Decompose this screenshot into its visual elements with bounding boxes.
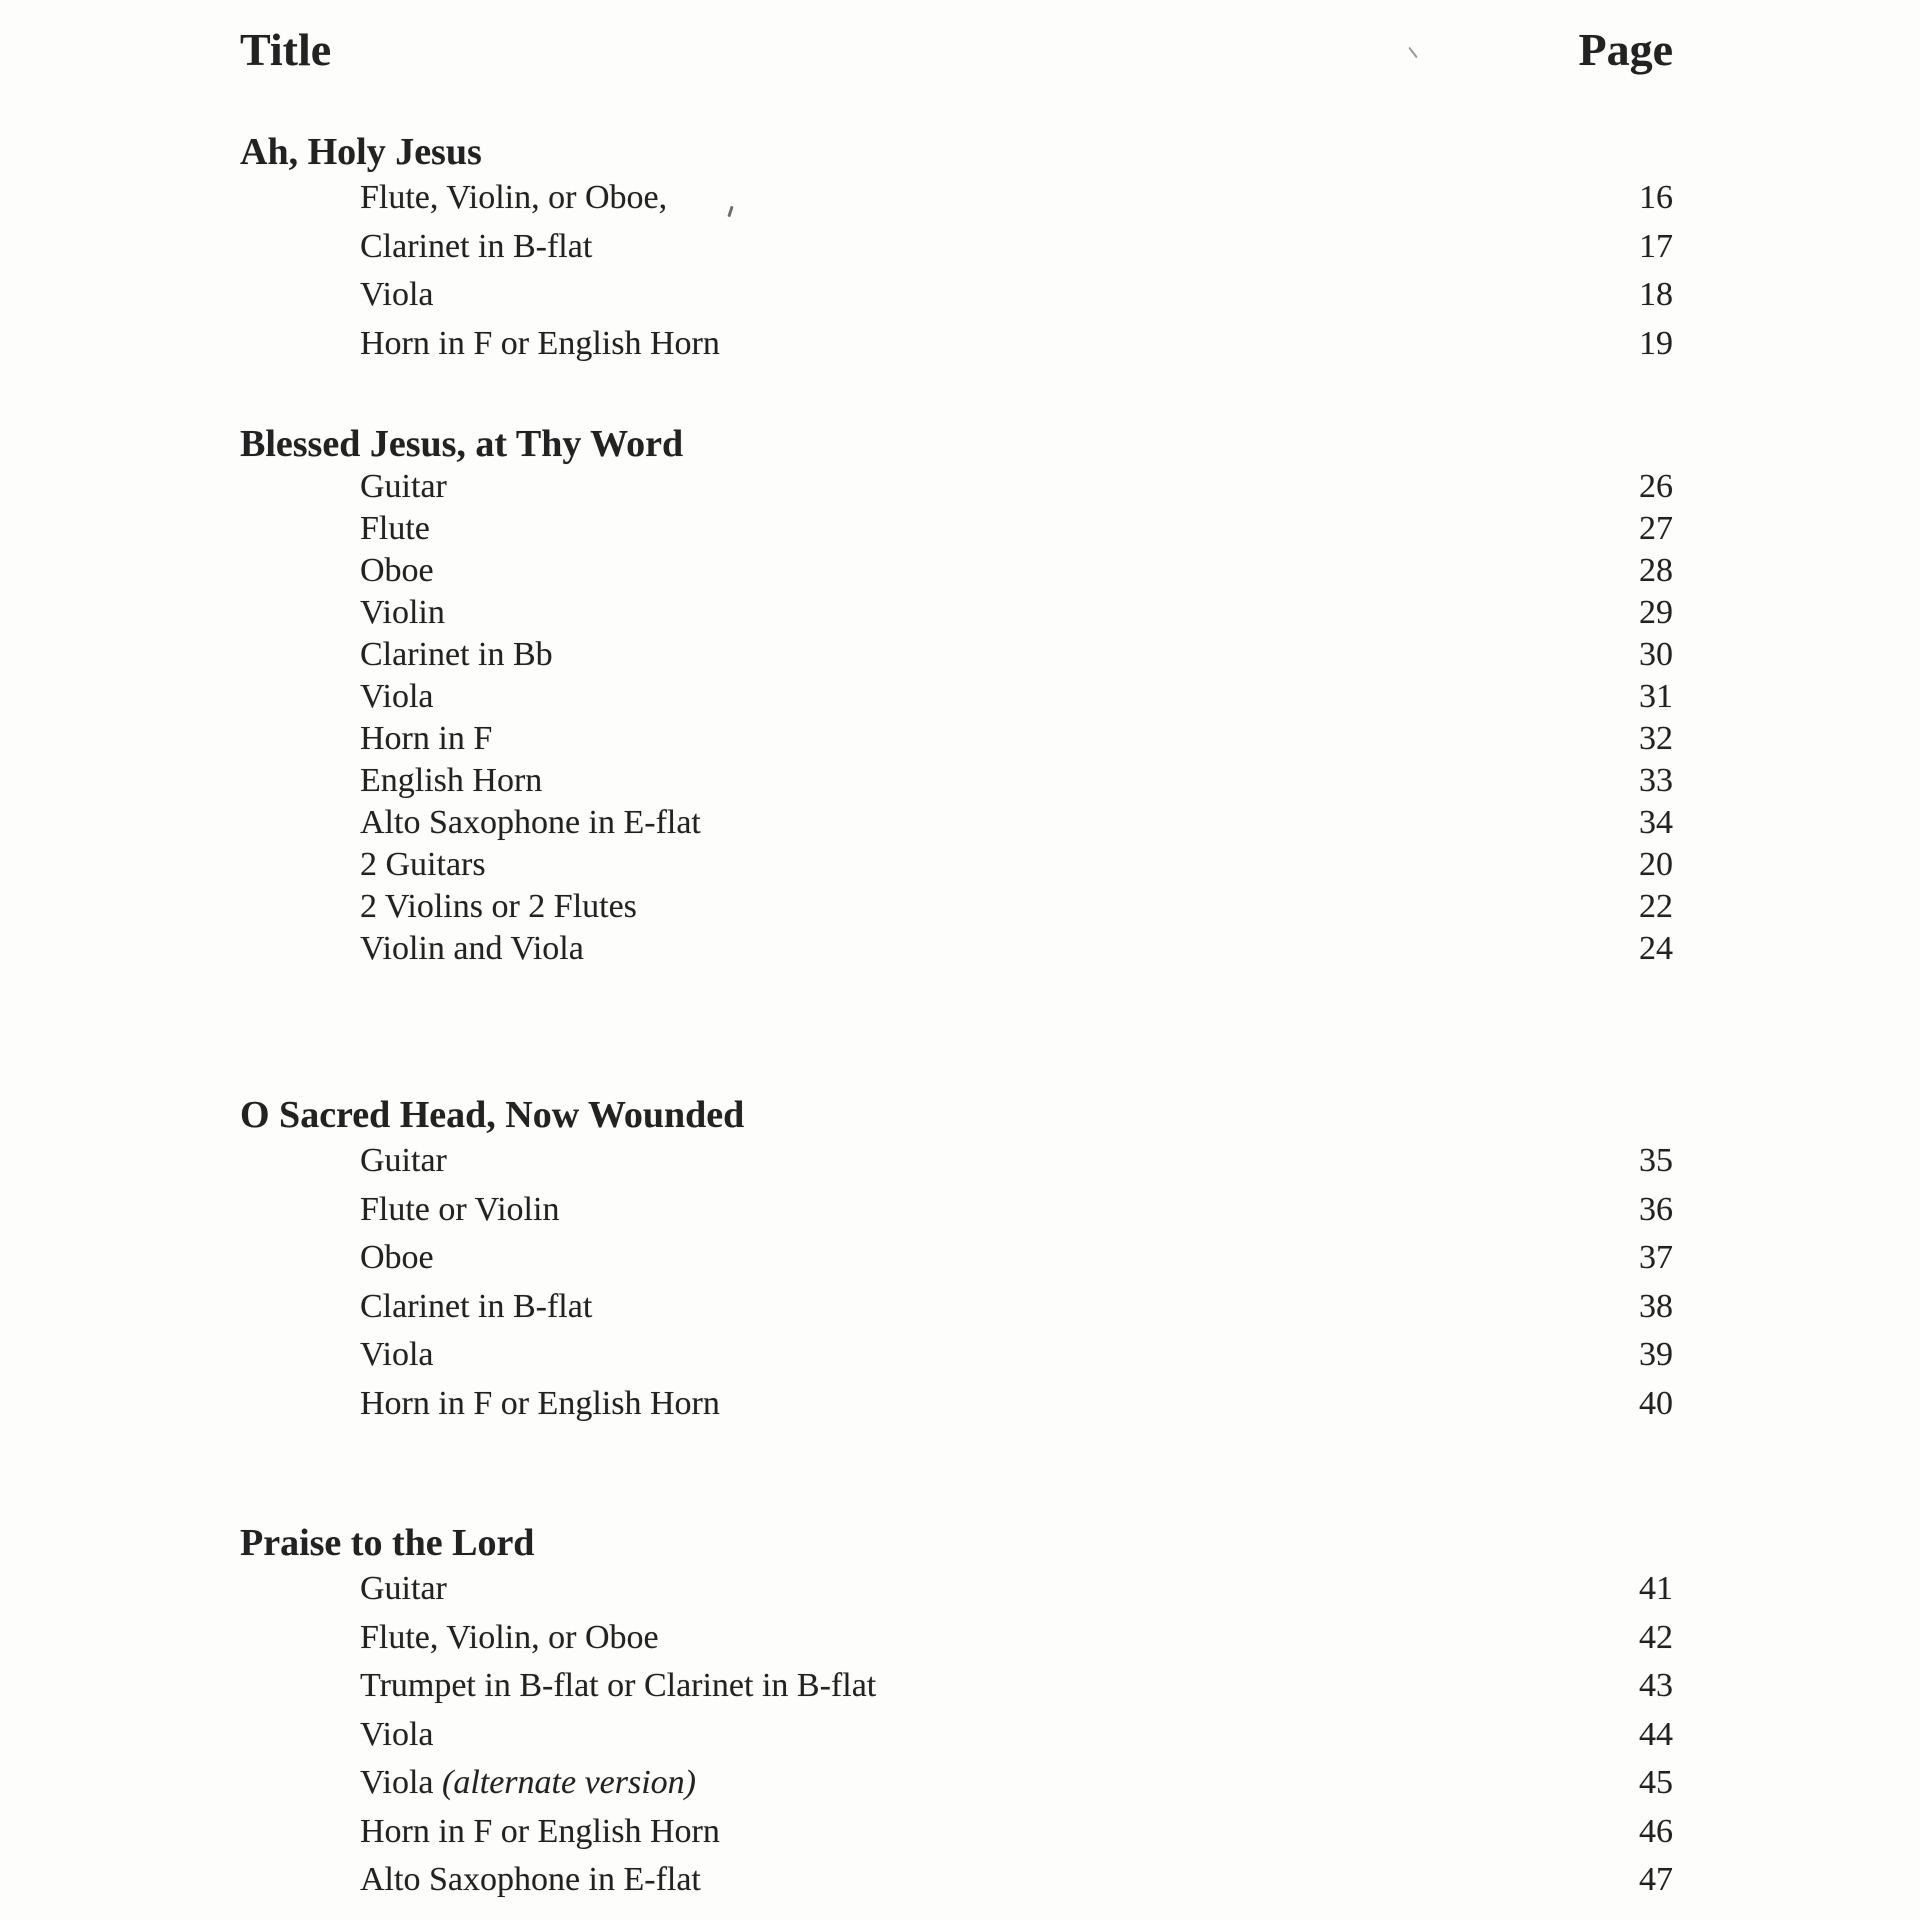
toc-entry <box>240 1331 1673 1380</box>
toc-entry-page: 29 <box>1639 594 1673 631</box>
toc-entry-page: 40 <box>1639 1384 1673 1422</box>
toc-section <box>240 422 1673 970</box>
toc-entry <box>240 1234 1673 1283</box>
toc-entry-page: 33 <box>1639 762 1673 799</box>
toc-entry <box>240 928 1673 970</box>
toc-entry <box>240 1711 1673 1760</box>
toc-entry-instrument: Guitar <box>360 1142 447 1179</box>
toc-entry-page: 46 <box>1639 1812 1673 1850</box>
toc-entry <box>240 1808 1673 1857</box>
toc-entry <box>240 886 1673 928</box>
toc-entry-page: 31 <box>1639 678 1673 715</box>
toc-entry-page: 39 <box>1639 1336 1673 1373</box>
toc-entry <box>240 1137 1673 1186</box>
toc-entry-page: 27 <box>1639 510 1673 547</box>
toc-section <box>240 130 1673 368</box>
toc-entry-instrument: Trumpet in B-flat or Clarinet in B-flat <box>360 1667 877 1704</box>
toc-entry-instrument: Viola <box>360 1715 434 1753</box>
toc-entry <box>240 1186 1673 1235</box>
toc-entry-page: 36 <box>1639 1190 1673 1228</box>
toc-entry <box>240 802 1673 844</box>
toc-entry-instrument-italic-note: (alternate version) <box>442 1764 696 1801</box>
toc-entry-page: 35 <box>1639 1142 1673 1179</box>
toc-entry-instrument: Viola <box>360 276 434 313</box>
toc-entry <box>240 223 1673 272</box>
toc-entry <box>240 760 1673 802</box>
section-title: O Sacred Head, Now Wounded <box>240 1094 745 1136</box>
toc-entry-page: 45 <box>1639 1764 1673 1801</box>
toc-entry-page: 34 <box>1639 804 1673 841</box>
toc-entry-instrument: Viola <box>360 1336 434 1373</box>
toc-entry-page: 47 <box>1639 1861 1673 1898</box>
toc-entry-instrument: Flute, Violin, or Oboe <box>360 1618 659 1656</box>
toc-entry-instrument: Horn in F or English Horn <box>360 324 720 362</box>
toc-entry-instrument: Oboe <box>360 1239 434 1276</box>
toc-entry-instrument: Oboe <box>360 552 434 589</box>
title-column-heading: Title <box>240 24 332 75</box>
toc-entry-instrument: English Horn <box>360 762 543 799</box>
toc-entry-instrument: Violin and Viola <box>360 930 584 967</box>
toc-entry-instrument: Guitar <box>360 1570 447 1607</box>
section-title: Praise to the Lord <box>240 1522 535 1564</box>
toc-section <box>240 1521 1673 1905</box>
toc-entry-page: 19 <box>1639 324 1673 362</box>
toc-entry-instrument: Flute or Violin <box>360 1190 560 1228</box>
toc-entry <box>240 1283 1673 1332</box>
toc-entry <box>240 634 1673 676</box>
toc-entry-page: 44 <box>1639 1715 1673 1753</box>
toc-entry <box>240 844 1673 886</box>
toc-entry-page: 20 <box>1639 846 1673 883</box>
toc-entry-instrument: Horn in F or English Horn <box>360 1812 720 1850</box>
toc-entry-instrument-text: Viola <box>360 1764 442 1801</box>
toc-entry-instrument: Violin <box>360 594 445 631</box>
toc-entry <box>240 1565 1673 1614</box>
toc-entry <box>240 1759 1673 1808</box>
toc-entry-instrument: Clarinet in Bb <box>360 636 553 673</box>
toc-entry-page: 42 <box>1639 1618 1673 1656</box>
toc-entry <box>240 1662 1673 1711</box>
toc-entry <box>240 508 1673 550</box>
toc-entry-instrument: Clarinet in B-flat <box>360 227 593 265</box>
section-title: Blessed Jesus, at Thy Word <box>240 423 684 465</box>
toc-entry <box>240 1856 1673 1905</box>
toc-entry-instrument <box>240 1759 1639 1808</box>
scanned-toc-page <box>0 22 1920 1920</box>
page-column-heading: Page <box>1578 24 1673 75</box>
section-title: Ah, Holy Jesus <box>240 131 482 173</box>
toc-entry-instrument: Viola <box>360 678 434 715</box>
toc-entry-page: 16 <box>1639 179 1673 216</box>
toc-entry-page: 28 <box>1639 552 1673 589</box>
toc-entry-instrument: 2 Guitars <box>360 846 486 883</box>
toc-entry <box>240 466 1673 508</box>
toc-section <box>240 1093 1673 1428</box>
toc-entry-instrument: Flute, Violin, or Oboe, <box>360 179 668 216</box>
toc-entry <box>240 174 1673 223</box>
toc-entry-page: 30 <box>1639 636 1673 673</box>
toc-entry-instrument: Flute <box>360 510 430 547</box>
toc-entry <box>240 550 1673 592</box>
toc-entry <box>240 1380 1673 1429</box>
toc-entry-instrument: Horn in F or English Horn <box>360 1384 720 1422</box>
toc-entry-page: 41 <box>1639 1570 1673 1607</box>
toc-entry-instrument: Guitar <box>360 468 447 505</box>
toc-entry <box>240 320 1673 369</box>
toc-entry-page: 43 <box>1639 1667 1673 1704</box>
table-of-contents <box>0 22 1920 1905</box>
toc-entry <box>240 592 1673 634</box>
toc-entry-page: 22 <box>1639 888 1673 925</box>
toc-entry-page: 18 <box>1639 276 1673 313</box>
toc-entry-instrument: Alto Saxophone in E-flat <box>360 1861 701 1898</box>
toc-entry-instrument: Clarinet in B-flat <box>360 1287 593 1325</box>
toc-entry <box>240 271 1673 320</box>
toc-entry-page: 26 <box>1639 468 1673 505</box>
toc-entry-instrument: Horn in F <box>360 720 493 757</box>
toc-entry-instrument: 2 Violins or 2 Flutes <box>360 888 637 925</box>
toc-entry <box>240 1614 1673 1663</box>
toc-entry <box>240 718 1673 760</box>
toc-entry-page: 32 <box>1639 720 1673 757</box>
toc-entry <box>240 676 1673 718</box>
toc-entry-page: 24 <box>1639 930 1673 967</box>
toc-entry-page: 37 <box>1639 1239 1673 1276</box>
toc-entry-page: 17 <box>1639 227 1673 265</box>
toc-header <box>240 22 1673 78</box>
toc-entry-page: 38 <box>1639 1287 1673 1325</box>
toc-entry-instrument: Alto Saxophone in E-flat <box>360 804 701 841</box>
